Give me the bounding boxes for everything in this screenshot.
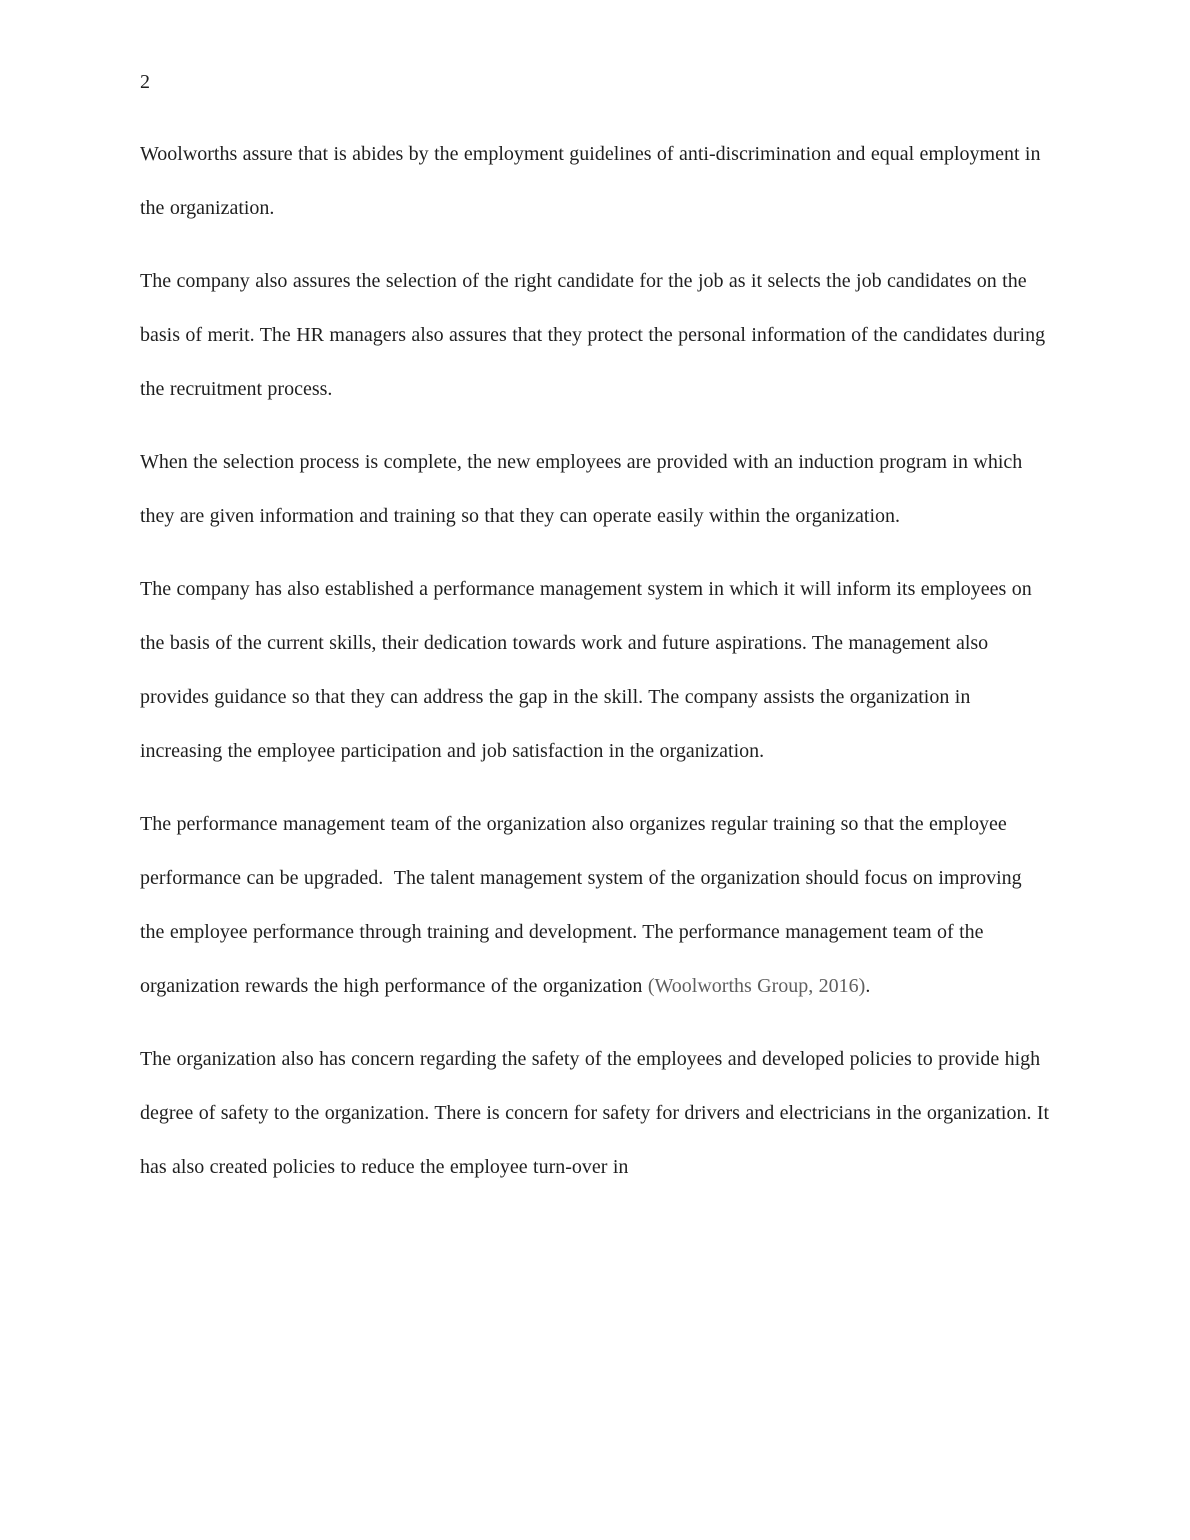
text-run: The company has also established a performance management system in which it will inform its employees on the basis of the current skills, their dedication towards work and future aspirations. The management also provides guidance so that they can address the gap in the skill. The company assists the organization in increasing the employee participation and job satisfaction in the organization. (140, 578, 1032, 762)
paragraph (140, 797, 1050, 1013)
citation-text: (Woolworths Group, 2016) (647, 975, 866, 997)
text-run: The company also assures the selection of the right candidate for the job as it selects the job candidates on the basis of merit. The HR managers also assures that they protect the personal information of the candidates during the recruitment process. (140, 270, 1046, 400)
text-run: Woolworths assure that is abides by the employment guidelines of anti-discrimination and equal employment in the organization. (140, 143, 1041, 219)
text-run: The organization also has concern regarding the safety of the employees and developed policies to provide high degree of safety to the organization. There is concern for safety for drivers and electricians in the organization. It has also created policies to reduce the employee turn-over in (140, 1048, 1050, 1178)
page-number: 2 (140, 71, 150, 93)
paragraph (140, 1032, 1050, 1194)
text-run: The performance management team of the organization also organizes regular training so that the employee performance can be upgraded. The talent management system of the organization should focus on improving the employee performance through training and development. The performance management team of the organization rewards the high performance of the organization (140, 813, 1022, 997)
text-run: . (865, 975, 871, 997)
paragraph (140, 435, 1050, 543)
text-run: When the selection process is complete, the new employees are provided with an induction program in which they are given information and training so that they can operate easily within the organization. (140, 451, 1023, 527)
document-body (140, 127, 1050, 1194)
paragraph (140, 254, 1050, 416)
paragraph (140, 562, 1050, 778)
paragraph (140, 127, 1050, 235)
